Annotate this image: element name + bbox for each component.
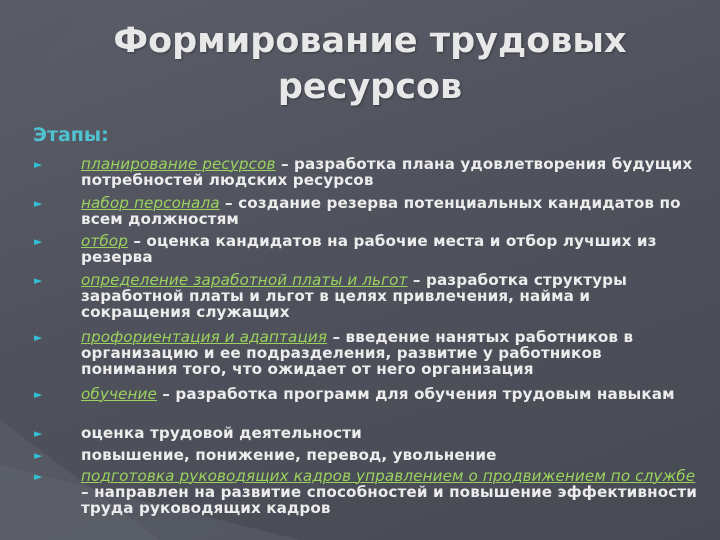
list-item [34,195,699,227]
bullet-arrow-icon: ► [34,331,43,344]
stages-heading: Этапы: [33,124,109,146]
list-item [34,272,699,320]
bullet-arrow-icon: ► [34,235,43,248]
item-text: – разработка плана удовлетворения будущих потребностей людских ресурсов [81,155,693,189]
item-term: обучение [81,385,157,403]
item-text: – направлен на развитие способностей и повышение эффективности труда руководящих кадров [81,483,697,517]
item-term: набор персонала [81,194,220,212]
bullet-arrow-icon: ► [34,158,43,171]
item-term: отбор [81,232,128,250]
item-term: профориентация и адаптация [81,328,328,346]
list-item [34,233,699,265]
list-item [34,329,699,377]
item-text: повышение, понижение, перевод, увольнение [81,446,497,464]
item-term: определение заработной платы и льгот [81,271,408,289]
item-text: – разработка программ для обучения трудовым навыкам [156,385,675,403]
list-item [34,156,699,188]
list-item [34,425,699,441]
bullet-arrow-icon: ► [34,197,43,210]
bullet-arrow-icon: ► [34,388,43,401]
item-term: планирование ресурсов [81,155,276,173]
item-text: оценка трудовой деятельности [81,424,362,442]
item-text: – оценка кандидатов на рабочие места и отбор лучших из резерва [81,232,657,266]
bullet-arrow-icon: ► [34,449,43,462]
bullet-arrow-icon: ► [34,470,43,483]
bullet-arrow-icon: ► [34,274,43,287]
item-term: подготовка руководящих кадров управлением о продвижением по службе [81,467,696,485]
item-text: – введение нанятых работников в организацию и ее подразделения, развитие у работников понимания того, что ожидает от него организация [81,328,634,378]
slide-title: Формирование трудовых ресурсов [113,21,627,107]
list-item [34,447,699,463]
bullet-arrow-icon: ► [34,427,43,440]
list-item [34,468,699,516]
item-text: – создание резерва потенциальных кандидатов по всем должностям [81,194,681,228]
list-item [34,386,699,402]
item-text: – разработка структуры заработной платы и льгот в целях привлечения, найма и сокращения служащих [81,271,627,321]
